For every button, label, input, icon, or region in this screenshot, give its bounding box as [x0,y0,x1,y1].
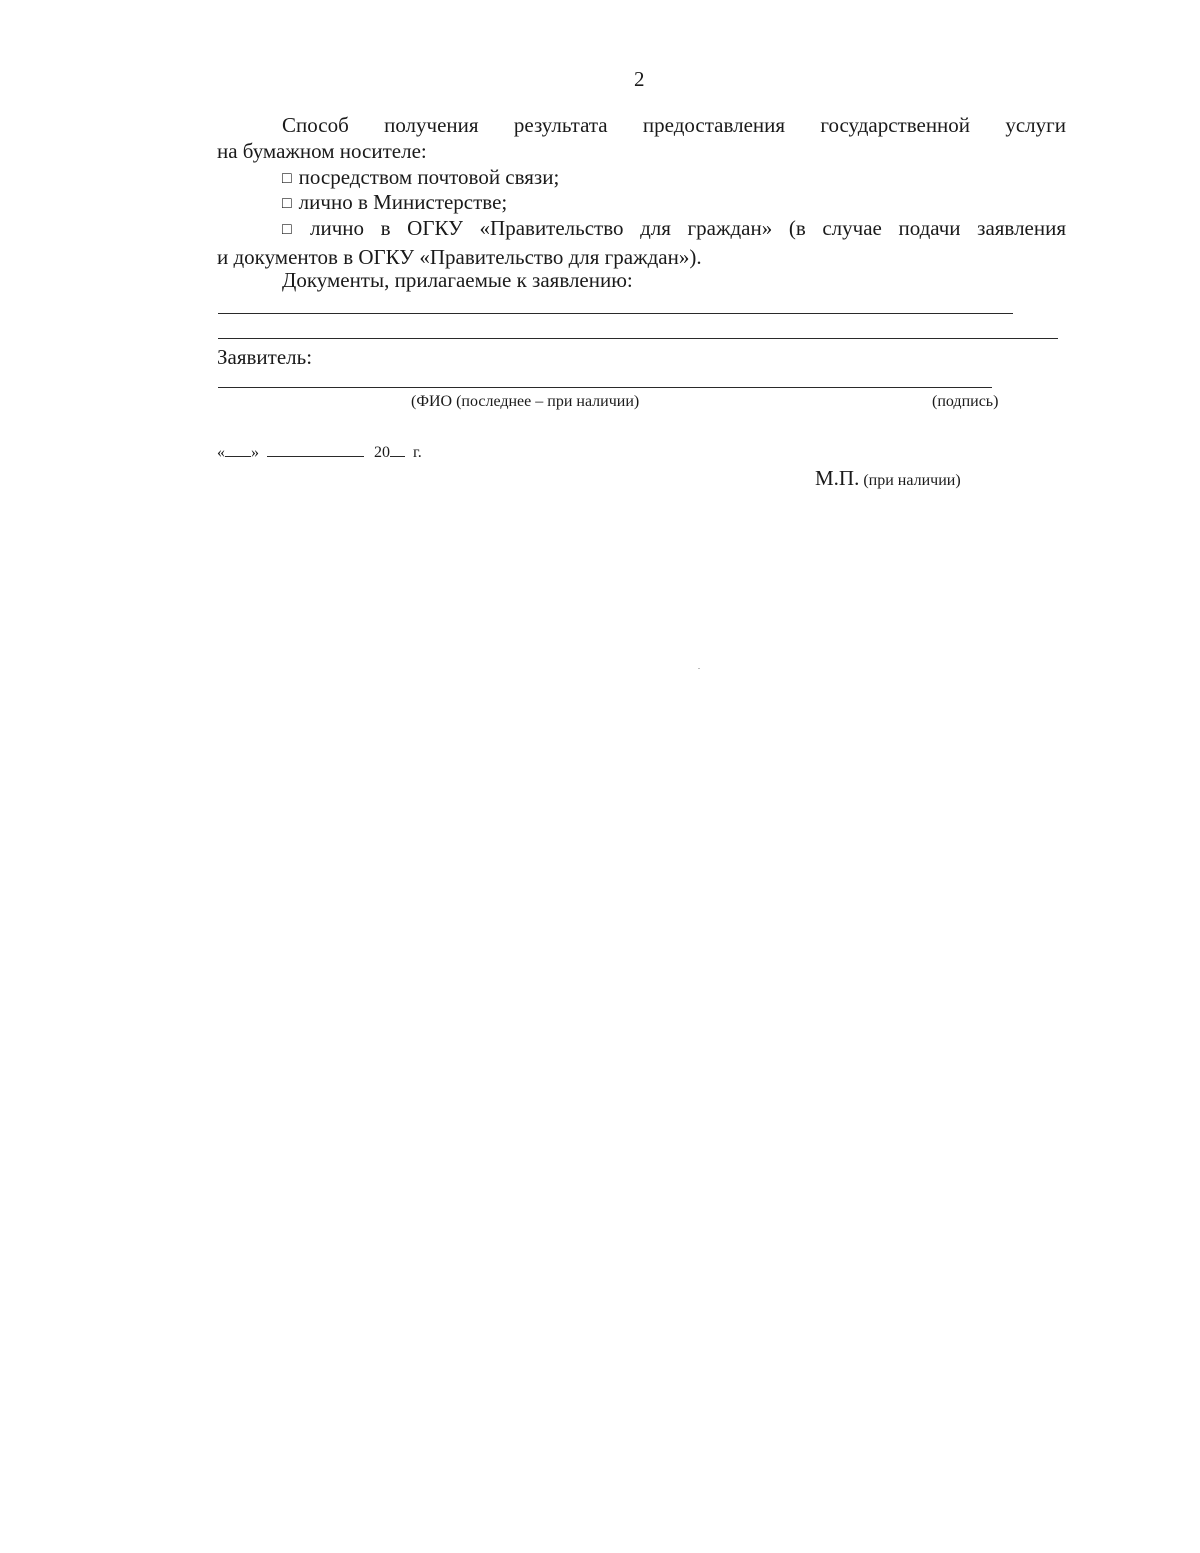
option-ministry[interactable] [282,189,507,218]
documents-line-1[interactable] [218,313,1013,314]
date-open-quote: « [217,444,225,461]
applicant-line[interactable] [218,387,992,388]
checkbox-icon[interactable]: □ [282,195,292,212]
date-field [217,443,422,463]
stamp-place [815,465,961,491]
receipt-heading-line2: на бумажном носителе: [217,139,427,163]
option-ogku[interactable] [217,215,1066,270]
receipt-heading-line1: Способ получения результата предоставления государственной услуги [282,113,1066,137]
year-prefix: 20 [374,444,390,461]
year-blank[interactable] [390,443,405,457]
signature-caption: (подпись) [932,393,999,410]
fio-caption: (ФИО (последнее – при наличии) [411,393,640,410]
page-number: 2 [634,67,645,91]
applicant-label: Заявитель: [217,345,313,369]
scan-speck [698,668,700,669]
option-ogku-label-line2: и документов в ОГКУ «Правительство для граждан»). [217,245,702,269]
checkbox-icon[interactable]: □ [282,170,292,187]
documents-label: Документы, прилагаемые к заявлению: [282,268,633,292]
checkbox-icon[interactable]: □ [282,221,304,238]
option-post-label: посредством почтовой связи; [298,165,560,189]
receipt-section [217,112,1066,164]
documents-line-2[interactable] [218,338,1058,339]
day-blank[interactable] [225,443,251,457]
option-ministry-label: лично в Министерстве; [298,190,508,214]
date-close-quote: » [251,444,259,461]
year-suffix: г. [413,444,422,461]
option-ogku-label-line1: лично в ОГКУ «Правительство для граждан» (в случае подачи заявления [310,216,1067,240]
stamp-note: (при наличии) [863,472,961,489]
month-blank[interactable] [267,443,364,457]
stamp-mp: М.П. [815,466,860,490]
